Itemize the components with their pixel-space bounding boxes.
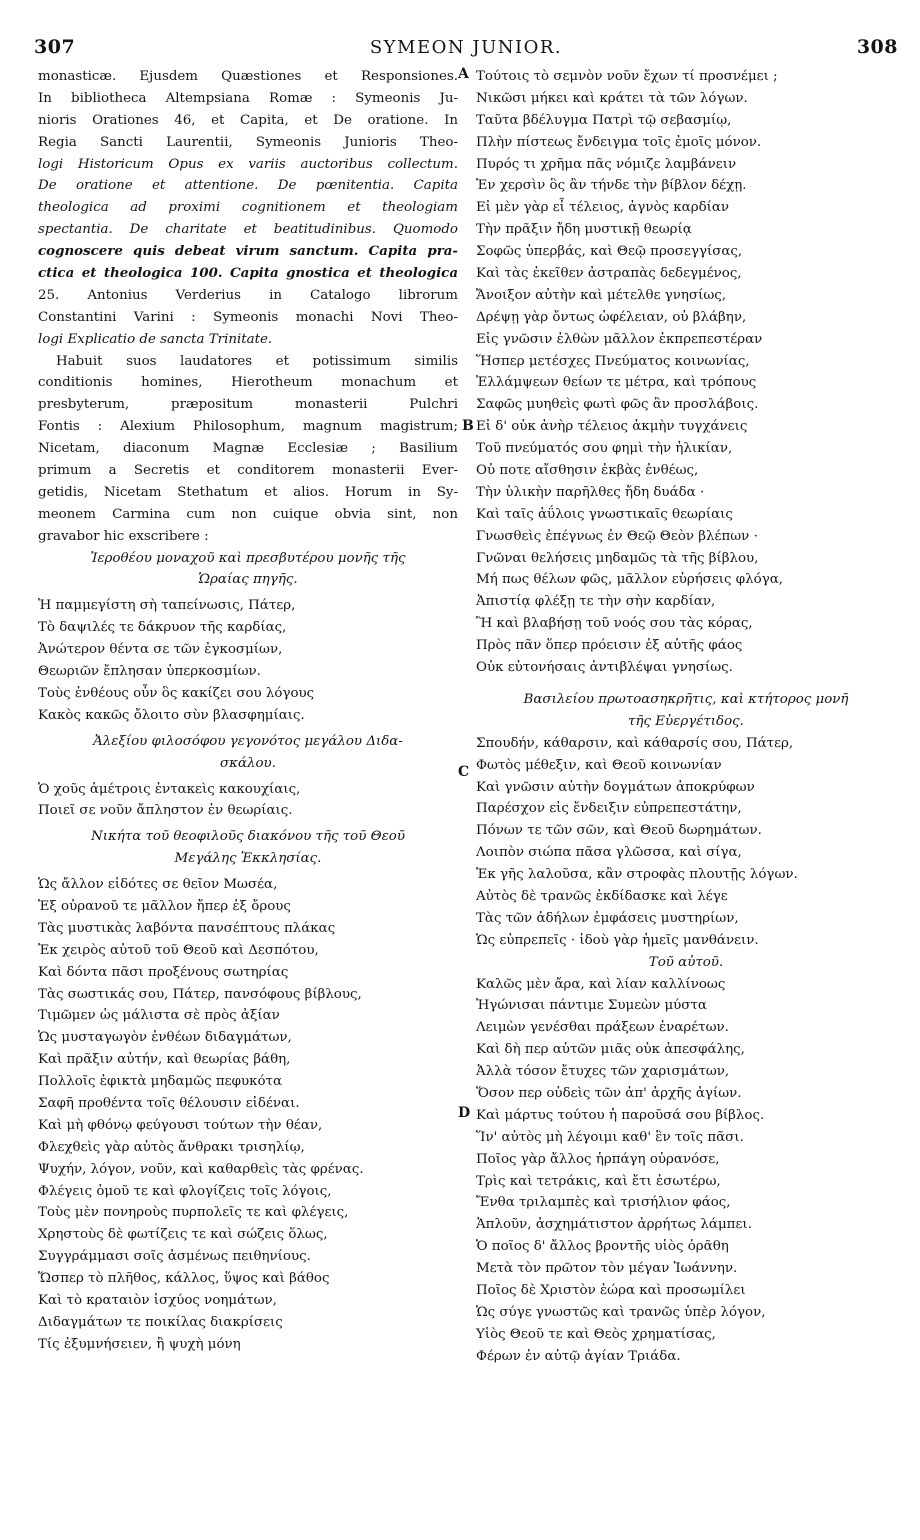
heading-line: Τοῦ αὐτοῦ. <box>648 954 724 970</box>
verse-line: Διδαγμάτων τε ποικίλας διακρίσεις <box>38 1314 283 1330</box>
text-line: getidis, Nicetam Stethatum et alios. Horum in Sy- <box>38 484 458 500</box>
verse-line: Ποιεῖ σε νοῦν ἄπληστον ἐν θεωρίαις. <box>38 803 293 819</box>
verse-line: Φλεχθεὶς γὰρ αὐτὸς ἄνθρακι τρισηλίῳ, <box>38 1139 305 1155</box>
verse-line: Ἐκ γῆς λαλοῦσα, κἂν στροφὰς πλουτῇς λόγων. <box>476 867 798 883</box>
margin-marker-c: C <box>458 764 470 780</box>
poem <box>38 779 458 823</box>
verse-line: Καὶ τὰς ἐκεῖθεν ἀστραπὰς δεδεγμένος, <box>476 266 742 282</box>
verse-line: Τοὺς ἐνθέους οὖν ὃς κακίζει σου λόγους <box>38 685 315 701</box>
verse-line: Πολλοῖς ἐφικτὰ μηδαμῶς πεφυκότα <box>38 1074 283 1090</box>
verse-line: Ὡς μυσταγωγὸν ἐνθέων διδαγμάτων, <box>38 1030 292 1046</box>
poem-heading <box>38 731 458 775</box>
verse-line: Δρέψῃ γὰρ ὄντως ὠφέλειαν, οὐ βλάβην, <box>476 309 747 325</box>
verse-line: Σαφῶς μυηθεὶς φωτὶ φῶς ἂν προσλάβοις. <box>476 397 759 413</box>
verse-line: Ἀλλὰ τόσον ἔτυχες τῶν χαρισμάτων, <box>476 1064 730 1080</box>
left-column-number: 307 <box>34 36 76 58</box>
verse-line: Ὡς σύγε γνωστῶς καὶ τρανῶς ὑπὲρ λόγον, <box>476 1304 766 1320</box>
margin-marker-d: D <box>458 1105 471 1121</box>
latin-paragraph <box>38 351 458 548</box>
verse-line: Ὁ ποῖος δ' ἄλλος βροντῆς υἱὸς ὁρᾶθη <box>476 1239 729 1255</box>
text-line: Habuit suos laudatores et potissimum similis <box>56 353 458 369</box>
verse-line: Μετὰ τὸν πρῶτον τὸν μέγαν Ἰωάννην. <box>476 1261 738 1277</box>
heading-line: Νικήτα τοῦ θεοφιλοῦς διακόνου τῆς τοῦ Θεοῦ <box>91 829 405 845</box>
verse-line: Τούτοις τὸ σεμνὸν νοῦν ἔχων τί προσνέμει ; <box>476 69 778 84</box>
verse-line: Φλέγεις ὁμοῦ τε καὶ φλογίζεις τοῖς λόγοις, <box>38 1183 332 1199</box>
verse-line: Τὰς τῶν ἀδήλων ἐμφάσεις μυστηρίων, <box>476 910 739 926</box>
verse-line: Ψυχήν, λόγον, νοῦν, καὶ καθαρθεὶς τὰς φρένας. <box>38 1161 364 1177</box>
verse-line: Κακὸς κακῶς ὄλοιτο σὺν βλασφημίαις. <box>38 707 305 723</box>
heading-line: Μεγάλης Ἐκκλησίας. <box>174 851 322 867</box>
verse-line: Θεωριῶν ἔπλησαν ὑπερκοσμίων. <box>38 664 261 680</box>
verse-line: Ὡς εὐπρεπεῖς · ἰδοὺ γὰρ ἡμεῖς μανθάνειν. <box>476 932 759 948</box>
verse-line: Γνῶναι θελήσεις μηδαμῶς τὰ τῆς βίβλου, <box>476 550 759 566</box>
verse-line: Ἥσπερ μετέσχες Πνεύματος κοινωνίας, <box>476 353 750 369</box>
verse-line: Εἰ μὲν γὰρ εἶ τέλειος, ἁγνὸς καρδίαν <box>476 200 730 216</box>
verse-line: Καὶ πρᾶξιν αὐτήν, καὶ θεωρίας βάθη, <box>38 1052 291 1068</box>
verse-line: Τοῦ πνεύματός σου φημὶ τὴν ἡλικίαν, <box>476 441 733 457</box>
poem <box>476 974 896 1368</box>
margin-marker-a: A <box>458 66 469 82</box>
verse-line: Τὸ δαψιλές τε δάκρυον τῆς καρδίας, <box>38 620 287 636</box>
text-line: gravabor hic exscribere : <box>38 528 209 544</box>
verse-line: Εἰ δ' οὐκ ἀνὴρ τέλειος ἀκμὴν τυγχάνεις <box>476 419 748 435</box>
verse-line: Καὶ τὸ κραταιὸν ἰσχύος νοημάτων, <box>38 1292 277 1308</box>
running-title: SYMEON JUNIOR. <box>369 37 563 58</box>
verse-line: Τιμῶμεν ὡς μάλιστα σὲ πρὸς ἀξίαν <box>38 1008 280 1024</box>
verse-line: Σπουδήν, κάθαρσιν, καὶ κάθαρσίς σου, Πάτερ, <box>476 735 794 751</box>
verse-line: Πλὴν πίστεως ἔνδειγμα τοῖς ἐμοῖς μόνον. <box>476 134 762 150</box>
text-line: logi Explicatio de sancta Trinitate. <box>38 331 273 347</box>
verse-line: Ταῦτα βδέλυγμα Πατρὶ τῷ σεβασμίῳ, <box>476 112 732 128</box>
verse-line: Πρὸς πᾶν ὅπερ πρόεισιν ἐξ αὐτῆς φάος <box>476 638 743 654</box>
verse-line: Σοφῶς ὑπερβάς, καὶ Θεῷ προσεγγίσας, <box>476 244 743 260</box>
verse-line: Πόνων τε τῶν σῶν, καὶ Θεοῦ δωρημάτων. <box>476 823 762 839</box>
right-column-number: 308 <box>856 36 898 58</box>
verse-line: Τὴν πρᾶξιν ἤδη μυστικῇ θεωρίᾳ <box>476 222 692 238</box>
verse-line: Εἰς γνῶσιν ἐλθὼν μᾶλλον ἐκπρεπεστέραν <box>476 331 763 347</box>
verse-line: Ἄνοιξον αὐτὴν καὶ μέτελθε γνησίως, <box>476 287 727 303</box>
page-header <box>34 36 898 64</box>
verse-line: Σαφῆ προθέντα τοῖς θέλουσιν εἰδέναι. <box>38 1095 300 1111</box>
verse-line: Μή πως θέλων φῶς, μᾶλλον εὑρήσεις φλόγα, <box>476 572 784 588</box>
text-line: Nicetam, diaconum Magnæ Ecclesiæ ; Basilium <box>38 441 458 457</box>
text-line: meonem Carmina cum non cuique obvia sint, non <box>38 506 458 522</box>
poem <box>476 733 896 952</box>
verse-line: Χρηστοὺς δὲ φωτίζεις τε καὶ σώζεις ὅλως, <box>38 1227 328 1243</box>
right-column <box>476 66 896 1368</box>
text-line: primum a Secretis et conditorem monasterii Ever- <box>38 463 458 479</box>
verse-line: Τὰς μυστικὰς λαβόντα πανσέπτους πλάκας <box>38 920 336 936</box>
verse-line: Τὰς σωστικάς σου, Πάτερ, πανσόφους βίβλους, <box>38 986 362 1002</box>
margin-marker-b: B <box>462 418 474 434</box>
verse-line: Λειμὼν γενέσθαι πράξεων ἐναρέτων. <box>476 1020 729 1036</box>
verse-line: Τοὺς μὲν πονηροὺς πυρπολεῖς τε καὶ φλέγεις, <box>38 1205 349 1221</box>
heading-line: Ἀλεξίου φιλοσόφου γεγονότος μεγάλου Διδα- <box>93 733 403 749</box>
verse-line: Φέρων ἐν αὐτῷ ἁγίαν Τριάδα. <box>476 1348 681 1364</box>
verse-line: Ἠγώνισαι πάντιμε Συμεὼν μύστα <box>476 998 707 1014</box>
verse-line: Καὶ μὴ φθόνῳ φεύγουσι τούτων τὴν θέαν, <box>38 1117 323 1133</box>
heading-line: Ἱεροθέου μοναχοῦ καὶ πρεσβυτέρου μονῆς τῆς <box>90 550 406 566</box>
verse-line: Οὐκ εὐτονήσαις ἀντιβλέψαι γνησίως. <box>476 660 733 676</box>
verse-line: Ὡς ἄλλον εἰδότες σε θεῖον Μωσέα, <box>38 877 278 893</box>
verse-line: Ἵν' αὐτὸς μὴ λέγοιμι καθ' ἓν τοῖς πᾶσι. <box>476 1129 744 1145</box>
text-line: presbyterum, præpositum monasterii Pulchri <box>38 397 458 413</box>
verse-line: Τὴν ὑλικὴν παρῆλθες ἤδη δυάδα · <box>476 484 705 500</box>
heading-line: Ὡραίας πηγῆς. <box>198 572 298 588</box>
text-line: monasticæ. Ejusdem Quæstiones et Responsiones. <box>38 69 458 84</box>
verse-line: Πυρός τι χρῆμα πᾶς νόμιζε λαμβάνειν <box>476 156 737 172</box>
verse-line: Ἁπλοῦν, ἀσχημάτιστον ἀρρήτως λάμπει. <box>476 1217 752 1233</box>
verse-line: Ἐν χερσὶν ὃς ἂν τήνδε τὴν βίβλον δέχῃ. <box>476 178 747 194</box>
verse-line: Καλῶς μὲν ἄρα, καὶ λίαν καλλίνοως <box>476 976 726 992</box>
verse-line: Ὁ χοῦς ἀμέτροις ἐντακεὶς κακουχίαις, <box>38 781 301 797</box>
text-line: theologica ad proximi cognitionem et theologiam <box>38 200 458 216</box>
text-line: Constantini Varini : Symeonis monachi Novi Theo- <box>38 309 458 325</box>
verse-line: Ὥσπερ τὸ πλῆθος, κάλλος, ὕψος καὶ βάθος <box>38 1271 330 1287</box>
verse-line: Φωτὸς μέθεξιν, καὶ Θεοῦ κοινωνίαν <box>476 757 722 773</box>
text-line: nioris Orationes 46, et Capita, et De oratione. In <box>38 112 458 128</box>
text-line: De oratione et attentione. De pœnitentia. Capita <box>38 178 458 194</box>
verse-line: Ἀπιστίᾳ φλέξῃ τε τὴν σὴν καρδίαν, <box>476 594 716 610</box>
text-line: 25. Antonius Verderius in Catalogo librorum <box>38 287 458 303</box>
verse-line: Ἐξ οὐρανοῦ τε μᾶλλον ἤπερ ἐξ ὄρους <box>38 898 291 914</box>
verse-line: Υἱὸς Θεοῦ τε καὶ Θεὸς χρηματίσας, <box>476 1326 716 1342</box>
verse-line: Ποῖος γὰρ ἄλλος ἡρπάγη οὐρανόσε, <box>476 1151 720 1167</box>
verse-line: Νικῶσι μήκει καὶ κράτει τὰ τῶν λόγων. <box>476 90 748 106</box>
verse-line: Καὶ μάρτυς τούτου ἡ παροῦσά σου βίβλος. <box>476 1107 765 1123</box>
poem <box>38 874 458 1356</box>
verse-line: Ἀνώτερον θέντα σε τῶν ἐγκοσμίων, <box>38 642 283 658</box>
poem-heading <box>38 548 458 592</box>
verse-line: Ὅσον περ οὐδεὶς τῶν ἀπ' ἀρχῆς ἁγίων. <box>476 1085 742 1101</box>
verse-line: Ἡ παμμεγίστη σὴ ταπείνωσις, Πάτερ, <box>38 598 296 614</box>
verse-line: Λοιπὸν σιώπα πᾶσα γλῶσσα, καὶ σίγα, <box>476 845 742 861</box>
left-column <box>38 66 458 1356</box>
verse-line: Καὶ γνῶσιν αὐτὴν δογμάτων ἀποκρύφων <box>476 779 755 795</box>
text-line: logi Historicum Opus ex variis auctoribus collectum. <box>38 156 458 172</box>
heading-line: τῆς Εὐεργέτιδος. <box>628 713 744 729</box>
verse-line: Ἔνθα τριλαμπὲς καὶ τρισήλιον φάος, <box>476 1195 731 1211</box>
verse-line: Καὶ δόντα πᾶσι προξένους σωτηρίας <box>38 964 289 980</box>
verse-line: Τρὶς καὶ τετράκις, καὶ ἔτι ἐσωτέρω, <box>476 1173 721 1189</box>
verse-line: Συγγράμμασι σοῖς ἀσμένως πειθηνίους. <box>38 1249 311 1265</box>
verse-line: Ἐλλάμψεων θείων τε μέτρα, καὶ τρόπους <box>476 375 757 391</box>
verse-line: Καὶ ταῖς ἀΰλοις γνωστικαῖς θεωρίαις <box>476 506 733 522</box>
text-line: Regia Sancti Laurentii, Symeonis Junioris Theo- <box>38 134 458 150</box>
verse-line: Ἢ καὶ βλαβήσῃ τοῦ νοός σου τὰς κόρας, <box>476 616 753 632</box>
poem-heading <box>38 826 458 870</box>
text-line: ctica et theologica 100. Capita gnostica et theologica <box>38 265 458 282</box>
verse-line: Καὶ δὴ περ αὐτῶν μιᾶς οὐκ ἀπεσφάλης, <box>476 1042 745 1058</box>
verse-line: Ποῖος δὲ Χριστὸν ἑώρα καὶ προσωμίλει <box>476 1282 746 1298</box>
text-line: conditionis homines, Hierotheum monachum et <box>38 375 458 391</box>
verse-line: Αὐτὸς δὲ τρανῶς ἐκδίδασκε καὶ λέγε <box>476 888 728 904</box>
text-line: Fontis : Alexium Philosophum, magnum magistrum; <box>38 419 458 435</box>
latin-intro <box>38 66 458 351</box>
poem <box>38 595 458 726</box>
verse-line: Γνωσθεὶς ἐπέγνως ἐν Θεῷ Θεὸν βλέπων · <box>476 528 758 544</box>
poem <box>476 66 896 679</box>
verse-line: Παρέσχον εἰς ἔνδειξιν εὐπρεπεστάτην, <box>476 801 742 817</box>
text-line: spectantia. De charitate et beatitudinibus. Quomodo <box>38 222 458 238</box>
verse-line: Οὐ ποτε αἴσθησιν ἐκβὰς ἐνθέως, <box>476 463 699 479</box>
text-line: In bibliotheca Altempsiana Romæ : Symeonis Ju- <box>38 90 458 106</box>
verse-line: Ἐκ χειρὸς αὐτοῦ τοῦ Θεοῦ καὶ Δεσπότου, <box>38 942 319 958</box>
poem-heading <box>476 952 896 974</box>
text-line: cognoscere quis debeat virum sanctum. Capita pra- <box>38 243 458 260</box>
verse-line: Τίς ἐξυμνήσειεν, ἢ ψυχὴ μόνη <box>38 1336 241 1352</box>
heading-line: Βασιλείου πρωτοασηκρῆτις, καὶ κτήτορος μονῆ <box>523 691 849 707</box>
heading-line: σκάλου. <box>220 755 276 771</box>
poem-heading <box>476 689 896 733</box>
